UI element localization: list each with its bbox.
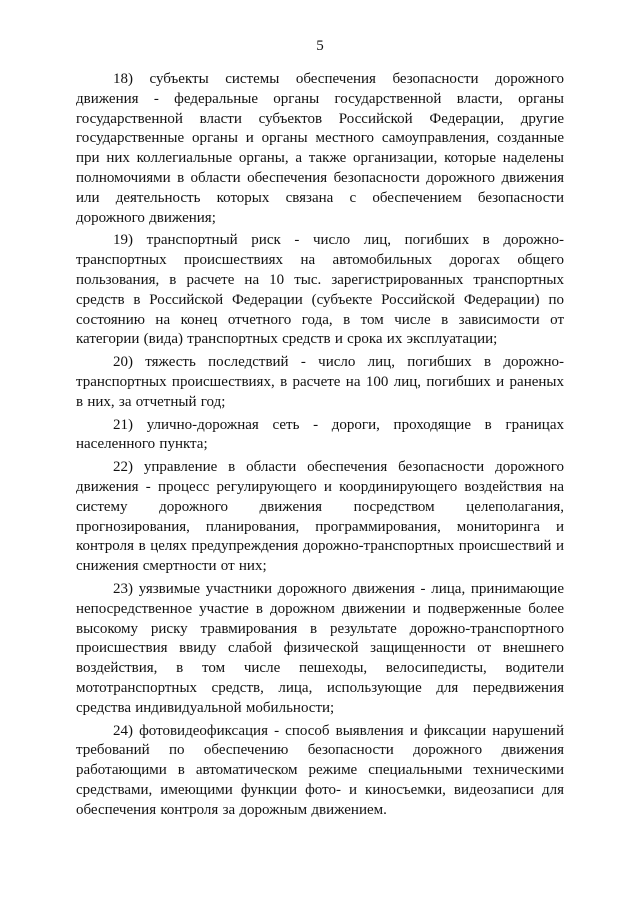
list-item-20: 20) тяжесть последствий - число лиц, погибших в дорожно-транспортных происшествиях, в расчете на 100 лиц, погибших и раненых в них, за отчетный год; (76, 354, 564, 410)
list-item-18: 18) субъекты системы обеспечения безопасности дорожного движения - федеральные органы государственной власти, органы государственной власти субъектов Российской Федерации, другие государственные органы и органы местного самоуправления, созданные при них коллегиальные органы, а также организации, которые наделены полномочиями в области обеспечения безопасности дорожного движения или деятельность которых связана с обеспечением безопасности дорожного движения; (76, 71, 564, 226)
list-item-24: 24) фотовидеофиксация - способ выявления и фиксации нарушений требований по обеспечению безопасности дорожного движения работающими в автоматическом режиме специальными техническими средствами, имеющими функции фото- и киносъемки, видеозаписи для обеспечения контроля за дорожным движением. (76, 722, 564, 818)
page-number: 5 (316, 38, 324, 54)
list-item-22: 22) управление в области обеспечения безопасности дорожного движения - процесс регулирующего и координирующего воздействия на систему дорожного движения посредством целеполагания, прогнозирования, планирования, программирования, мониторинга и контроля в целях предупреждения дорожно-транспортных происшествий и снижения смертности от них; (76, 459, 564, 575)
document-body (76, 70, 564, 823)
list-item-23: 23) уязвимые участники дорожного движения - лица, принимающие непосредственное участие в дорожном движении и подверженные более высокому риску травмирования в результате дорожно-транспортного происшествия ввиду слабой физической защищенности от внешнего воздействия, в том числе пешеходы, велосипедисты, водители мототранспортных средств, лица, использующие для передвижения средства индивидуальной мобильности; (76, 580, 564, 716)
list-item-19: 19) транспортный риск - число лиц, погибших в дорожно-транспортных происшествиях на автомобильных дорогах общего пользования, в расчете на 10 тыс. зарегистрированных транспортных средств в Российской Федерации (субъекте Российской Федерации) по состоянию на конец отчетного года, в том числе в зависимости от категории (вида) транспортных средств и срока их эксплуатации; (76, 232, 564, 348)
list-item-21: 21) улично-дорожная сеть - дороги, проходящие в границах населенного пункта; (76, 416, 564, 453)
